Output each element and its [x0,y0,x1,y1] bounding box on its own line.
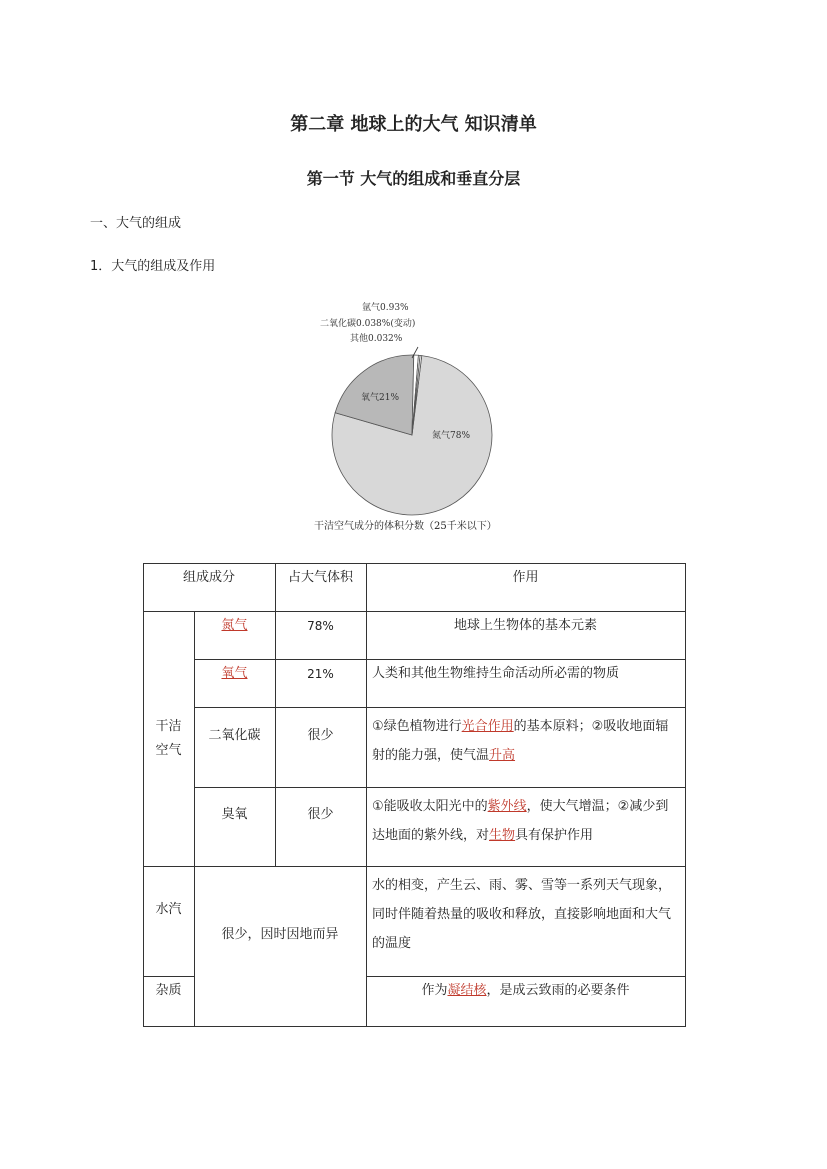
air-composition-pie-chart [300,290,540,540]
heading-composition-and-role: 1．大气的组成及作用 [90,259,216,274]
role-water-vapor: 水的相变，产生云、雨、雾、雪等一系列天气现象，同时伴随着热量的吸收和释放，直接影响地面和大气的温度 [372,878,672,951]
table-row [194,659,275,707]
name-impurity: 杂质 [155,983,182,998]
name-oxygen: 氧气 [221,666,248,681]
volume-co2: 很少 [307,727,334,743]
pie-label-co2: 二氧化碳0.038%(变动) [320,319,416,329]
name-nitrogen: 氮气 [221,618,248,633]
role-nitrogen: 地球上生物体的基本元素 [453,618,597,633]
pie-caption: 干洁空气成分的体积分数（25千米以下） [314,521,497,532]
role-oxygen: 人类和其他生物维持生命活动所必需的物质 [372,666,620,681]
header-component: 组成成分 [182,570,235,585]
role-impurity: 作为凝结核，是成云致雨的必要条件 [421,983,630,998]
name-ozone: 臭氧 [221,807,248,822]
header-volume: 占大气体积 [287,570,353,585]
group-dry-air: 干洁 空气 [155,718,182,758]
volume-ozone: 很少 [307,807,334,822]
term-organisms: 生物 [489,828,516,843]
volume-oxygen: 21% [307,667,334,681]
name-water-vapor: 水汽 [155,901,182,917]
header-role: 作用 [512,570,539,585]
table-row [194,611,275,659]
pie-label-other: 其他0.032% [350,334,403,344]
term-ultraviolet: 紫外线 [487,799,527,814]
pie-label-oxygen: 氧气21% [361,393,400,403]
term-condensation-nuclei: 凝结核 [447,983,487,998]
pie-label-argon: 氩气0.93% [362,303,409,313]
volume-vapor-impurity: 很少，因时因地而异 [221,926,339,942]
volume-nitrogen: 78% [307,619,334,633]
term-photosynthesis: 光合作用 [461,719,514,734]
term-rise: 升高 [489,748,516,763]
name-co2: 二氧化碳 [208,727,261,743]
pie-label-nitrogen: 氮气78% [432,431,471,441]
role-ozone: ①能吸收太阳光中的紫外线，使大气增温；②减少到达地面的紫外线，对生物具有保护作用 [372,799,669,843]
heading-atmosphere-composition: 一、大气的组成 [90,216,182,231]
page-title: 第二章 地球上的大气 知识清单 [290,114,537,135]
role-co2: ①绿色植物进行光合作用的基本原料；②吸收地面辐射的能力强，使气温升高 [372,719,669,763]
section-title: 第一节 大气的组成和垂直分层 [306,169,521,188]
